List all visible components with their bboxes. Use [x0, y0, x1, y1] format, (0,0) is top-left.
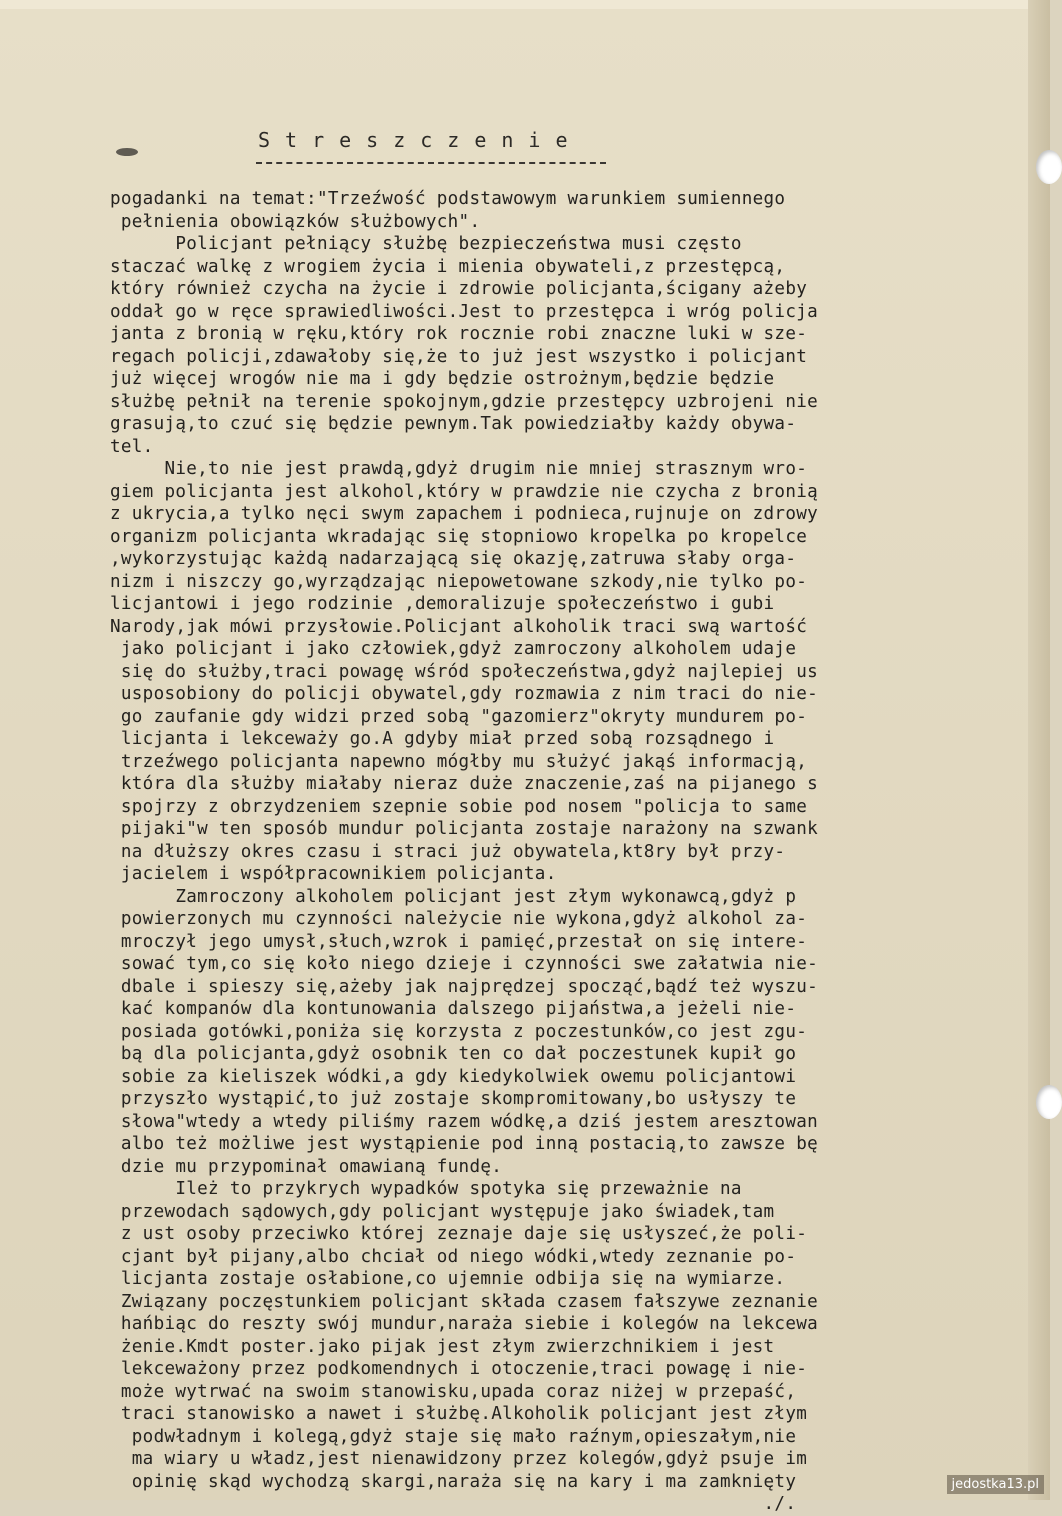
punch-hole-top — [1036, 150, 1062, 184]
text-line: albo też możliwe jest wystąpienie pod inną postacią,to zawsze bę — [110, 1134, 819, 1154]
text-line: podwładnym i kolegą,gdyż staje się mało raźnym,opieszałym,nie — [110, 1426, 797, 1447]
text-line: już więcej wrogów nie ma i gdy będzie ostrożnym,będzie będzie — [110, 369, 775, 389]
text-line: słowa"wtedy a wtedy piliśmy razem wódkę,a dziś jestem aresztowan — [110, 1111, 819, 1132]
text-line: mroczył jego umysł,słuch,wzrok i pamięć,przestał on się intere- — [110, 931, 808, 952]
text-line: dbale i spieszy się,ażeby jak najprędzej spocząć,bądź też wyszu- — [110, 976, 819, 997]
text-line: go zaufanie gdy widzi przed sobą "gazomierz"okryty mundurem po- — [110, 706, 808, 727]
text-line: Ileż to przykrych wypadków spotyka się przeważnie na — [110, 1179, 742, 1199]
text-line: sobie za kieliszek wódki,a gdy kiedykolwiek owemu policjantowi — [110, 1066, 797, 1087]
text-line: sować tym,co się koło niego dzieje i czynności swe załatwia nie- — [110, 954, 819, 974]
text-line: z ust osoby przeciwko której zeznaje daje się usłyszeć,że poli- — [110, 1224, 808, 1244]
text-line: powierzonych mu czynności należycie nie wykona,gdyż alkohol za- — [110, 909, 808, 929]
text-line: bą dla policjanta,gdyż osobnik ten co dał poczestunek kupił go — [110, 1044, 797, 1064]
text-line: spojrzy z obrzydzeniem szepnie sobie pod nosem "policja to same — [110, 796, 808, 817]
text-line: pełnienia obowiązków służbowych". — [110, 211, 481, 232]
text-line: Zamroczony alkoholem policjant jest złym wykonawcą,gdyż p — [110, 886, 797, 907]
text-line: służbę pełnił na terenie spokojnym,gdzie przestępcy uzbrojeni nie — [110, 391, 819, 412]
text-line: hańbiąc do reszty swój mundur,naraża siebie i kolegów na lekcewa — [110, 1314, 819, 1334]
text-line: który również czycha na życie i zdrowie policjanta,ścigany ażeby — [110, 279, 808, 299]
text-line: Narody,jak mówi przysłowie.Policjant alkoholik traci swą wartość — [110, 616, 808, 637]
text-line: na dłuższy okres czasu i straci już obywatela,kt8ry był przy- — [110, 841, 786, 862]
text-line: się do służby,traci powagę wśród społeczeństwa,gdyż najlepiej us — [110, 661, 819, 682]
text-line: grasują,to czuć się będzie pewnym.Tak powiedziałby każdy obywa- — [110, 414, 797, 434]
text-line: jako policjant i jako człowiek,gdyż zamroczony alkoholem udaje — [110, 639, 797, 659]
text-line: staczać walkę z wrogiem życia i mienia obywateli,z przestępcą, — [110, 256, 786, 277]
text-line: licjantowi i jego rodzinie ,demoralizuje społeczeństwo i gubi — [110, 594, 775, 614]
text-line: może wytrwać na swoim stanowisku,upada coraz niżej w przepaść, — [110, 1381, 797, 1402]
text-line: dzie mu przypominał omawianą fundę. — [110, 1156, 503, 1177]
text-line: przewodach sądowych,gdy policjant występuje jako świadek,tam — [110, 1201, 775, 1222]
text-line: trzeźwego policjanta napewno mógłby mu służyć jakąś informacją, — [110, 751, 808, 772]
document-body — [110, 188, 1040, 1516]
text-line: licjanta zostaje osłabione,co ujemnie odbija się na wymiarze. — [110, 1269, 786, 1289]
text-line: kać kompanów dla kontunowania dalszego pijaństwa,a jeżeli nie- — [110, 999, 797, 1019]
text-line: posiada gotówki,poniża się korzysta z poczestunków,co jest zgu- — [110, 1021, 808, 1042]
page-top-edge — [0, 0, 1050, 9]
text-line: oddał go w ręce sprawiedliwości.Jest to przestępca i wróg policja — [110, 301, 819, 322]
text-line: przyszło wystąpić,to już zostaje skompromitowany,bo usłyszy te — [110, 1089, 797, 1109]
title-underline — [256, 162, 606, 164]
text-line: opinię skąd wychodzą skargi,naraża się na kary i ma zamknięty — [110, 1471, 797, 1492]
ink-smudge — [116, 148, 138, 156]
text-line: tel. — [110, 436, 154, 457]
text-line: Nie,to nie jest prawdą,gdyż drugim nie mniej strasznym wro- — [110, 459, 808, 479]
text-line: usposobiony do policji obywatel,gdy rozmawia z nim traci do nie- — [110, 684, 819, 704]
text-line: z ukrycia,a tylko nęci swym zapachem i podnieca,rujnuje on zdrowy — [110, 504, 819, 524]
document-title: Streszczenie — [258, 128, 583, 152]
text-line: ,wykorzystując każdą nadarzającą się okazję,zatruwa słaby orga- — [110, 549, 797, 569]
text-line: janta z bronią w ręku,który rok rocznie robi znaczne luki w sze- — [110, 324, 808, 344]
watermark: jedostka13.pl — [947, 1475, 1045, 1494]
text-line: regach policji,zdawałoby się,że to już jest wszystko i policjant — [110, 346, 808, 367]
text-line: Związany poczęstunkiem policjant składa czasem fałszywe zeznanie — [110, 1291, 819, 1312]
text-line: lekceważony przez podkomendnych i otoczenie,traci powagę i nie- — [110, 1359, 808, 1379]
text-line: która dla służby miałaby nieraz duże znaczenie,zaś na pijanego s — [110, 774, 819, 794]
text-line: licjanta i lekceważy go.A gdyby miał przed sobą rozsądnego i — [110, 729, 775, 749]
text-line: traci stanowisko a nawet i służbę.Alkoholik policjant jest złym — [110, 1404, 808, 1424]
text-line: cjant był pijany,albo chciał od niego wódki,wtedy zeznanie po- — [110, 1246, 797, 1267]
text-line: pogadanki na temat:"Trzeźwość podstawowym warunkiem sumiennego — [110, 189, 786, 209]
text-line: organizm policjanta wkradając się stopniowo kropelka po kropelce — [110, 526, 808, 547]
text-line: ./. — [110, 1494, 797, 1514]
text-line: giem policjanta jest alkohol,który w prawdzie nie czycha z bronią — [110, 481, 819, 502]
text-line: pijaki"w ten sposób mundur policjanta zostaje narażony na szwank — [110, 819, 819, 839]
text-line: jacielem i współpracownikiem policjanta. — [110, 864, 557, 884]
text-line: ma wiary u władz,jest nienawidzony przez kolegów,gdyż psuje im — [110, 1449, 808, 1469]
text-line: Policjant pełniący służbę bezpieczeństwa musi często — [110, 234, 742, 254]
text-line: żenie.Kmdt poster.jako pijak jest złym zwierzchnikiem i jest — [110, 1336, 775, 1357]
text-line: nizm i niszczy go,wyrządzając niepowetowane szkody,nie tylko po- — [110, 571, 808, 592]
